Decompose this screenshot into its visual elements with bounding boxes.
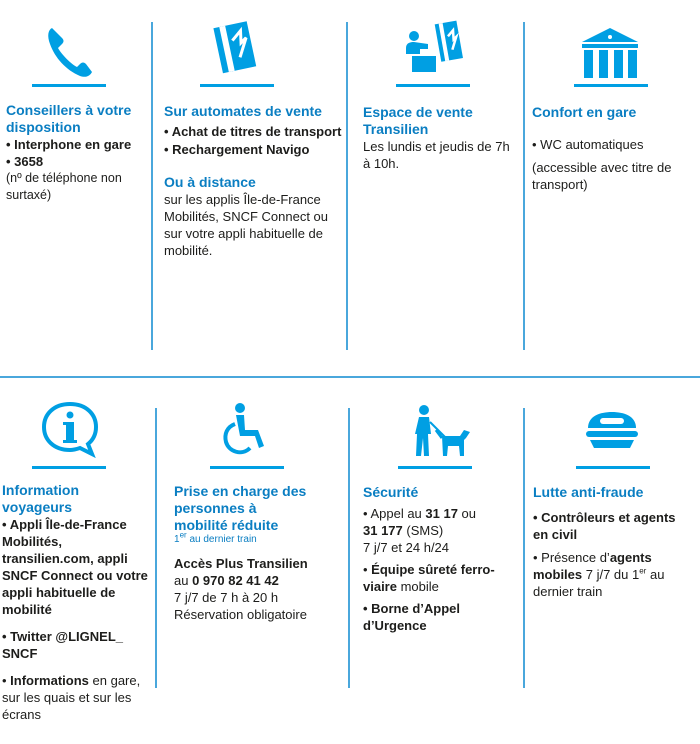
station-building-icon: [578, 26, 642, 84]
section-divider: [0, 376, 700, 378]
list-item: • Borne d’Appel d’Urgence: [363, 601, 461, 633]
securite-title: Sécurité: [363, 484, 419, 500]
column-divider: [523, 408, 525, 688]
securite-block: [363, 484, 521, 634]
list-item: • Achat de titres de transport: [164, 124, 342, 139]
automates-title: Sur automates de vente: [164, 103, 322, 119]
fraude-title: Lutte anti-fraude: [533, 484, 644, 500]
conseillers-block: [6, 102, 148, 204]
icon-underline: [398, 466, 472, 469]
information-title: Information voyageurs: [2, 482, 79, 515]
espace-title: Espace de vente Transilien: [363, 104, 473, 137]
icon-underline: [210, 466, 284, 469]
column-divider: [348, 408, 350, 688]
icon-underline: [200, 84, 274, 87]
list-item: • Twitter @LIGNEL_ SNCF: [2, 629, 124, 661]
service-hours: 7 j/7 de 7 h à 20 h: [174, 590, 279, 605]
icon-underline: [32, 84, 106, 87]
service-reservation: Réservation obligatoire: [174, 607, 307, 622]
security-dog-icon: [408, 404, 472, 462]
distance-title: Ou à distance: [164, 174, 256, 190]
controller-cap-icon: [580, 404, 644, 462]
list-item: • Appli Île-de-France Mobilités, transilien.com, appli SNCF Connect ou votre appli habituelle de mobilité: [2, 517, 148, 617]
ticket-counter-icon: [402, 18, 466, 76]
service-phone: au 0 970 82 41 42: [174, 573, 279, 588]
prise-subtitle: 1er au dernier train: [174, 530, 257, 545]
column-divider: [151, 22, 153, 350]
confort-block: [532, 104, 692, 193]
distance-text: sur les applis Île-de-France Mobilités, SNCF Connect ou sur votre appli habituelle de mobilité.: [164, 192, 329, 258]
column-divider: [346, 22, 348, 350]
ticket-icon: [204, 18, 268, 76]
column-divider: [523, 22, 525, 350]
espace-text: Les lundis et jeudis de 7h à 10h.: [363, 139, 510, 171]
espace-block: [363, 104, 513, 172]
list-item: • Informations en gare, sur les quais et sur les écrans: [2, 673, 141, 722]
information-block: [2, 482, 152, 723]
list-item: • Équipe sûreté ferro-viaire mobile: [363, 562, 495, 594]
info-bubble-icon: [38, 400, 102, 458]
list-item: • Présence d’agents mobiles 7 j/7 du 1er au dernier train: [533, 550, 665, 599]
list-item: • Contrôleurs et agents en civil: [533, 510, 676, 542]
wheelchair-icon: [218, 402, 282, 460]
list-item: • Appel au 31 17 ou 31 177 (SMS) 7 j/7 et 24 h/24: [363, 506, 477, 555]
conseillers-note: (nº de téléphone non surtaxé): [6, 171, 122, 202]
list-item: • Rechargement Navigo: [164, 142, 310, 157]
list-item: • Interphone en gare: [6, 137, 132, 152]
icon-underline: [576, 466, 650, 469]
telephone-icon: [38, 22, 102, 80]
confort-note: (accessible avec titre de transport): [532, 160, 672, 192]
fraude-block: [533, 484, 693, 600]
list-item: • WC automatiques: [532, 137, 644, 152]
prise-block: [174, 483, 346, 623]
service-name: Accès Plus Transilien: [174, 556, 308, 571]
column-divider: [155, 408, 157, 688]
list-item: • 3658: [6, 154, 44, 169]
icon-underline: [574, 84, 648, 87]
icon-underline: [396, 84, 470, 87]
prise-title: Prise en charge des personnes à mobilité réduite: [174, 483, 307, 533]
automates-block: [164, 103, 344, 259]
confort-title: Confort en gare: [532, 104, 637, 120]
icon-underline: [32, 466, 106, 469]
conseillers-title: Conseillers à votre disposition: [6, 102, 132, 135]
